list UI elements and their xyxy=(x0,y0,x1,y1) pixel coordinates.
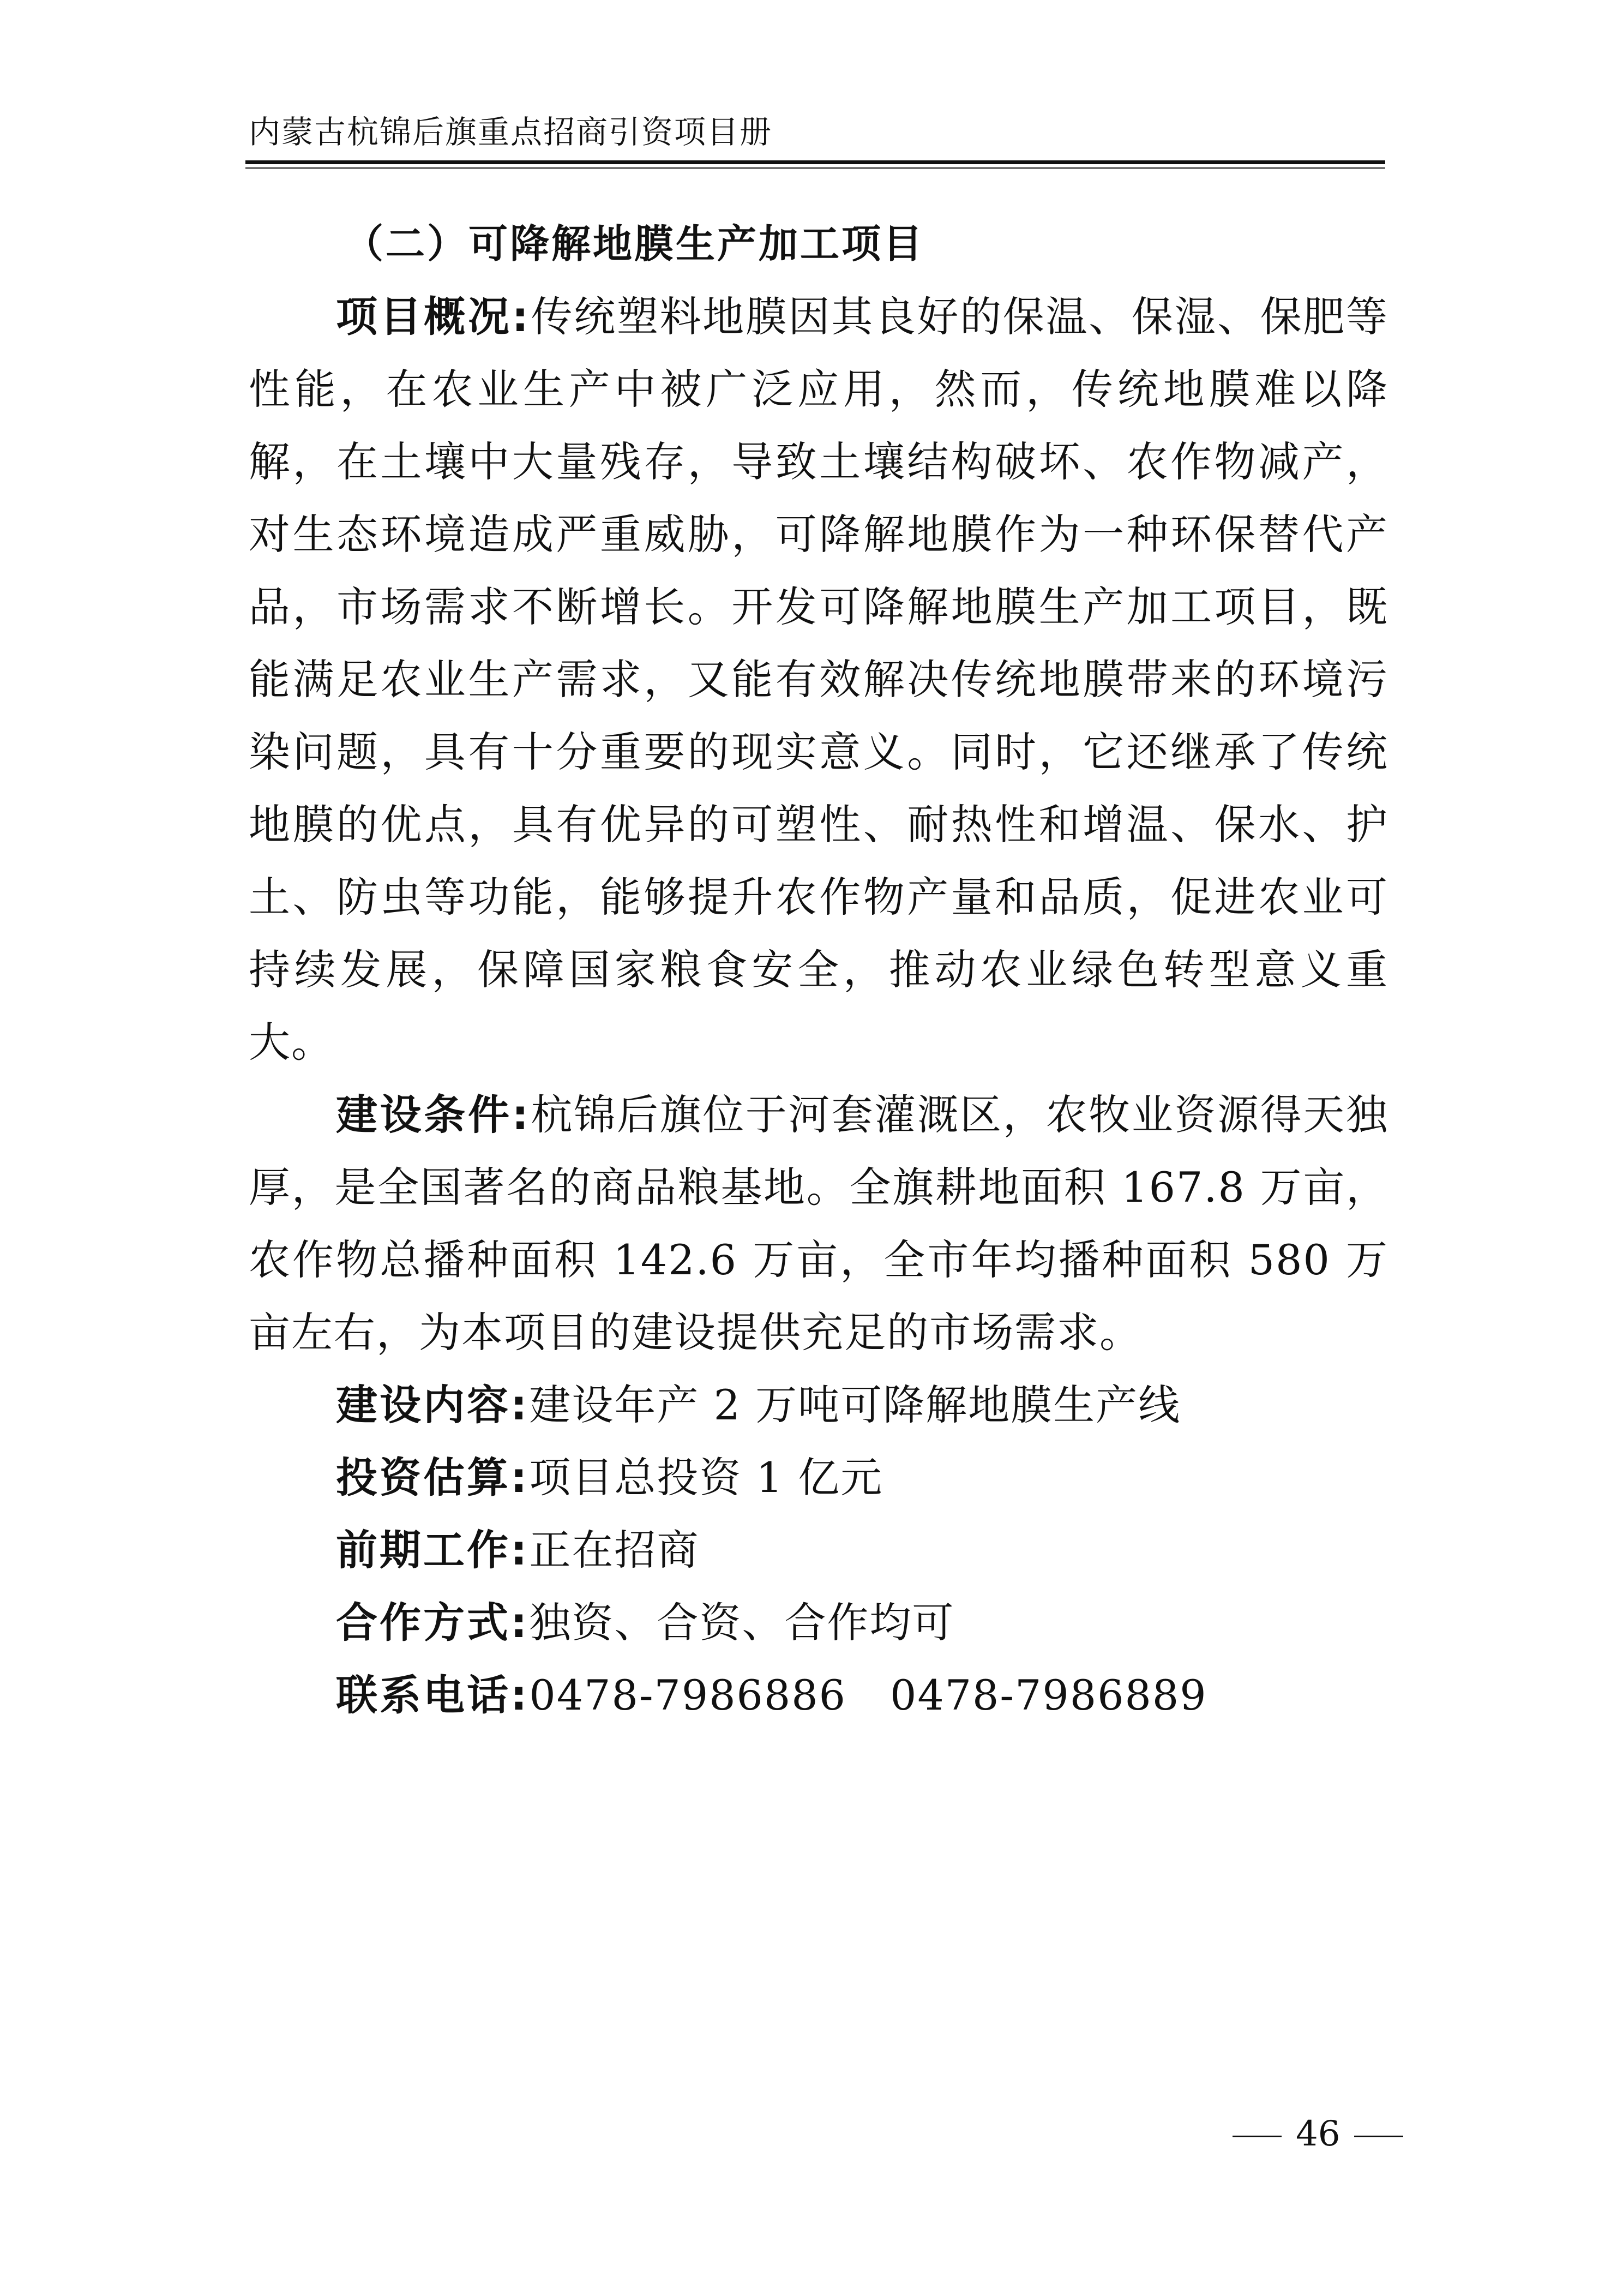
contact-phone-1: 0478-7986886 xyxy=(529,1671,846,1719)
cooperation-label: 合作方式: xyxy=(336,1598,530,1647)
contact-line xyxy=(249,1659,1388,1731)
preliminary-line xyxy=(249,1514,1388,1586)
cooperation-line xyxy=(249,1586,1388,1659)
page-number-dash-left xyxy=(1233,2136,1282,2137)
content-label: 建设内容: xyxy=(336,1381,530,1429)
header-rule-thick xyxy=(245,160,1385,164)
content-text: 建设年产 2 万吨可降解地膜生产线 xyxy=(529,1381,1181,1429)
overview-label: 项目概况: xyxy=(336,292,531,341)
cooperation-text: 独资、合资、合作均可 xyxy=(529,1598,955,1647)
document-body xyxy=(249,208,1388,1731)
contact-label: 联系电话: xyxy=(336,1671,530,1719)
page-number-value: 46 xyxy=(1296,2114,1341,2154)
section-title: （二）可降解地膜生产加工项目 xyxy=(344,221,925,267)
page-number-dash-right xyxy=(1354,2136,1403,2137)
conditions-label: 建设条件: xyxy=(336,1090,531,1139)
header-rule-thin xyxy=(245,167,1385,169)
overview-text: 传统塑料地膜因其良好的保温、保湿、保肥等性能，在农业生产中被广泛应用，然而，传统地膜难以降解，在土壤中大量残存，导致土壤结构破坏、农作物减产，对生态环境造成严重威胁，可降解地膜作为一种环保替代产品，市场需求不断增长。开发可降解地膜生产加工项目，既能满足农业生产需求，又能有效解决传统地膜带来的环境污染问题，具有十分重要的现实意义。同时，它还继承了传统地膜的优点，具有优异的可塑性、耐热性和增温、保水、护土、防虫等功能，能够提升农作物产量和品质，促进农业可持续发展，保障国家粮食安全，推动农业绿色转型意义重大。 xyxy=(249,292,1388,1066)
conditions-text: 杭锦后旗位于河套灌溉区，农牧业资源得天独厚，是全国著名的商品粮基地。全旗耕地面积 167.8 万亩，农作物总播种面积 142.6 万亩，全市年均播种面积 580 万亩左右，为本项目的建设提供充足的市场需求。 xyxy=(249,1090,1388,1357)
overview-paragraph xyxy=(249,280,1388,1078)
page-number xyxy=(1233,2114,1403,2154)
preliminary-text: 正在招商 xyxy=(529,1526,700,1574)
investment-text: 项目总投资 1 亿元 xyxy=(529,1453,883,1502)
contact-phone-2: 0478-7986889 xyxy=(889,1671,1207,1719)
investment-line xyxy=(249,1441,1388,1514)
running-header: 内蒙古杭锦后旗重点招商引资项目册 xyxy=(249,113,773,151)
conditions-paragraph xyxy=(249,1078,1388,1369)
content-line xyxy=(249,1369,1388,1441)
investment-label: 投资估算: xyxy=(336,1453,530,1502)
preliminary-label: 前期工作: xyxy=(336,1526,530,1574)
